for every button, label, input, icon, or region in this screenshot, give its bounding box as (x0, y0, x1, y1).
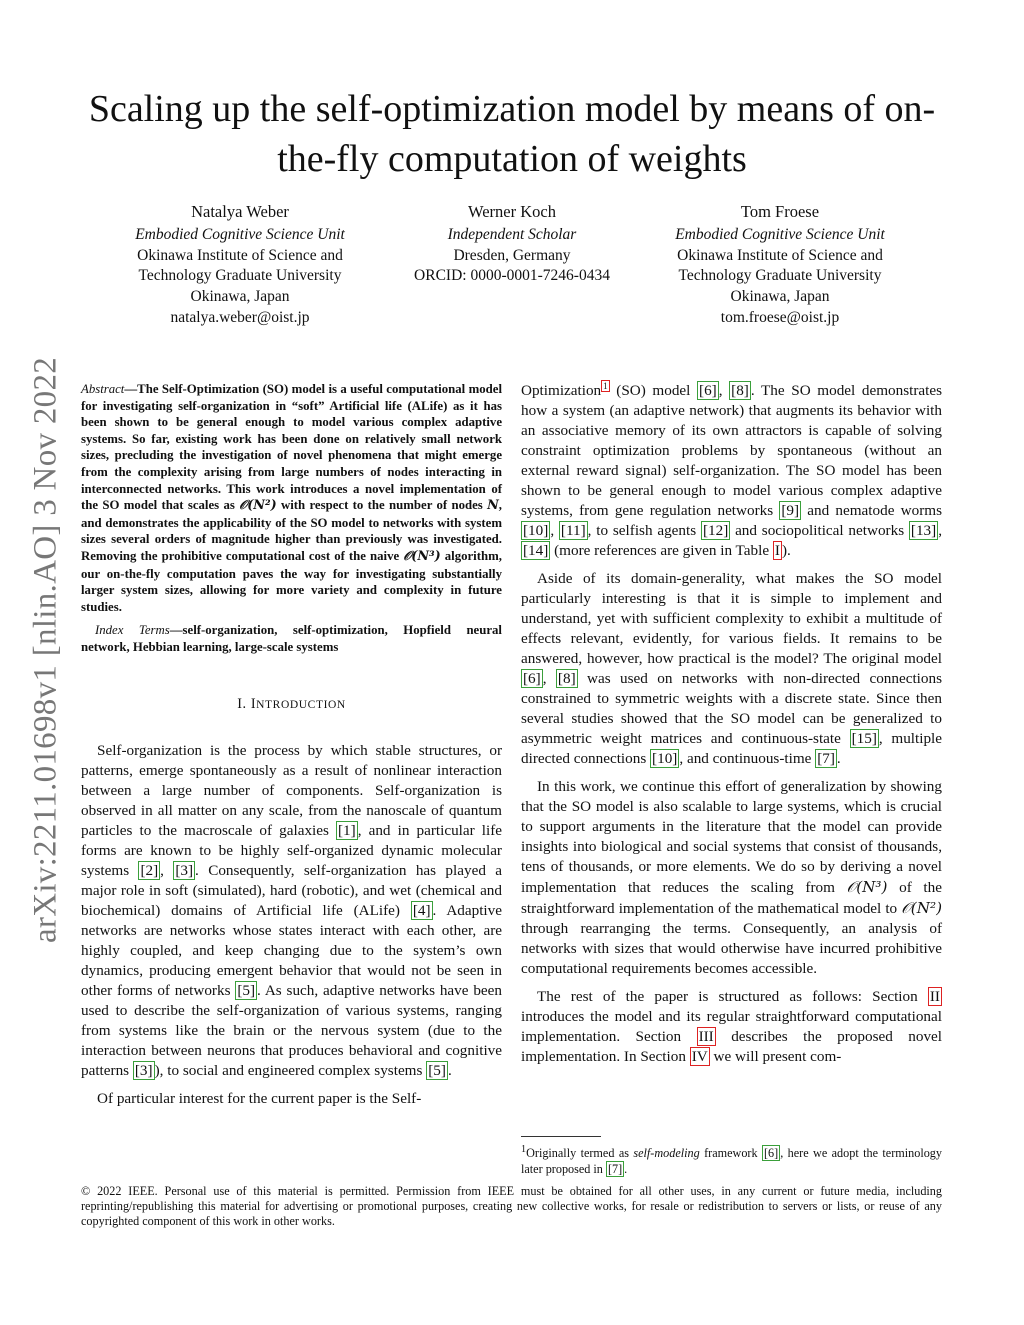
footnote (521, 1142, 942, 1177)
text: of the straightforward implementation of the mathematical model to (521, 879, 942, 917)
text: (SO) model (609, 382, 698, 399)
abstract-dash: — (124, 382, 138, 396)
text: , (938, 522, 943, 539)
index-terms (81, 622, 502, 655)
author-block-weber (105, 202, 375, 329)
author-affiliation: Independent Scholar (447, 225, 577, 243)
arxiv-sidebar (20, 340, 72, 960)
right-column (521, 381, 942, 1075)
section-title-rest: NTRODUCTION (256, 698, 346, 711)
text: . (447, 1061, 452, 1079)
text: Originally termed as (526, 1146, 634, 1161)
citation-link[interactable]: [6] (523, 670, 541, 687)
abstract-text: with respect to the number of nodes (276, 498, 488, 513)
paragraph (521, 777, 942, 979)
index-terms-label: Index Terms (95, 623, 170, 638)
text: The rest of the paper is structured as follows: Section (537, 988, 928, 1005)
math-complexity: 𝒪(N²) (901, 899, 942, 917)
citation-link[interactable]: [1] (338, 821, 356, 839)
text: was used on networks with non-directed connections constrained to symmetric weights with a discrete state. Since then several studies showed that the SO model can be generalized to asymmetric weight matrices and continuous-state (521, 670, 942, 747)
text: , (160, 861, 174, 879)
abstract-label: Abstract (81, 382, 125, 396)
citation-link[interactable]: [3] (134, 1061, 153, 1079)
text: we will present com- (709, 1048, 842, 1065)
table-reference-link[interactable]: I (774, 542, 780, 559)
index-terms-text: —self-organization, self-optimization, Hopfield neural network, Hebbian learning, large-scale systems (81, 623, 502, 654)
author-name: Werner Koch (467, 202, 556, 221)
paragraph (81, 741, 502, 1081)
math-complexity: 𝒪(N²) (239, 498, 277, 514)
citation-link[interactable]: [6] (764, 1146, 779, 1161)
text: , (542, 670, 556, 687)
text: describes the proposed novel implementation. In Section (521, 1028, 942, 1065)
text: and sociopolitical networks (730, 522, 909, 539)
text: . (836, 750, 841, 767)
citation-link[interactable]: [3] (175, 861, 194, 879)
text: introduces the model and its regular straightforward computational implementation. Section (521, 1008, 942, 1045)
text: Aside of its domain-generality, what makes the SO model particularly interesting is that it is simple to implement and understand, yet with sufficient complexity to exhibit a multitude of effects relevant, evidently, for various fields. It remains to be answered, however, how practical is the model? The original model (521, 570, 942, 667)
text: . Adaptive networks are networks whose states interact with each other, are highly coupled, and keep changing due to the system’s own dynamics, producing emergent behavior that would not be seen in other forms of networks (81, 901, 502, 999)
intro-body-left (81, 741, 502, 1109)
author-line: Okinawa, Japan (190, 288, 290, 306)
text: , to selfish agents (587, 522, 701, 539)
citation-link[interactable]: [6] (699, 382, 717, 399)
paper-title: Scaling up the self-optimization model by means of on-the-fly computation of weights (88, 88, 936, 180)
author-line: Okinawa, Japan (730, 288, 830, 306)
author-line: Dresden, Germany (453, 246, 571, 264)
citation-link[interactable]: [4] (412, 901, 431, 919)
footnote-divider (521, 1136, 601, 1137)
footnote-mark: 1 (521, 1144, 527, 1155)
text: . (624, 1161, 628, 1176)
author-block-koch (382, 202, 642, 287)
left-column (81, 381, 502, 1117)
text: (more references are given in Table (550, 542, 773, 559)
citation-link[interactable]: [15] (851, 730, 877, 747)
footnote-link[interactable]: 1 (603, 380, 608, 391)
text: through rearranging the terms. Consequently, an analysis of networks with sizes that would otherwise have incurred prohibitive computational requirements becomes accessible. (521, 920, 942, 977)
author-email[interactable]: natalya.weber@oist.jp (170, 308, 310, 326)
author-line: Okinawa Institute of Science and (677, 246, 883, 264)
author-affiliation: Embodied Cognitive Science Unit (135, 225, 345, 243)
citation-link[interactable]: [5] (237, 981, 256, 999)
citation-link[interactable]: [8] (557, 670, 576, 687)
abstract-text: The Self-Optimization (SO) model is a useful computational model for investigating self-organization in “soft” Artificial life (ALife) as it has been shown to be general enough to model various complex adaptive systems. So far, existing work has been done on relatively small network sizes, precluding the investigation of novel phenomena that might emerge from the complexity arising from large numbers of nodes interacting in interconnected networks. This work introduces a novel implementation of the SO model that scales as (81, 382, 502, 513)
citation-link[interactable]: [5] (428, 1061, 446, 1079)
paragraph (521, 381, 942, 561)
text: ), to social and engineered complex systems (154, 1061, 427, 1079)
paragraph (521, 987, 942, 1067)
citation-link[interactable]: [13] (910, 522, 937, 539)
text: , multiple directed connections (521, 730, 943, 767)
text: self-modeling (633, 1146, 700, 1161)
abstract (81, 381, 502, 615)
text: , here we adopt the terminology later proposed in (521, 1146, 942, 1176)
author-email[interactable]: tom.froese@oist.jp (720, 308, 840, 326)
math-complexity: 𝒪(N³) (403, 548, 441, 564)
citation-link[interactable]: [11] (560, 522, 586, 539)
author-affiliation: Embodied Cognitive Science Unit (675, 225, 885, 243)
text: In this work, we continue this effort of generalization by showing that the SO model is also scalable to large systems, which is crucial to support arguments in the literature that the model can provide insights into biological and social systems that consist of thousands, tens of thousands, or more elements. We do so by deriving a novel implementation that reduces the scaling from (521, 778, 942, 896)
author-name: Tom Froese (740, 202, 820, 221)
text: , (718, 382, 730, 399)
section-heading-introduction (81, 696, 502, 713)
text: and nematode worms (801, 502, 942, 519)
text: , (550, 522, 559, 539)
section-reference-link[interactable]: III (698, 1028, 714, 1045)
citation-link[interactable]: [2] (140, 861, 159, 879)
section-reference-link[interactable]: II (929, 988, 940, 1005)
text: . As such, adaptive networks have been used to describe the self-organization of various systems, ranging from systems like the brain or the nervous system (due to the interaction between neurons that produces behavioral and cognitive patterns (81, 981, 503, 1079)
author-line: Technology Graduate University (678, 267, 882, 285)
math-complexity: 𝒪(N³) (846, 878, 888, 896)
copyright-notice: © 2022 IEEE. Personal use of this material is permitted. Permission from IEEE must be obtained for all other uses, in any current or future media, including reprinting/republishing this material for advertising or promotional purposes, creating new collective works, for resale or redistribution to servers or lists, or reuse of any copyrighted component of this work in other works. (81, 1184, 942, 1228)
text: framework (699, 1146, 762, 1161)
text: Self-organization is the process by which stable structures, or patterns, emerge spontaneously as a result of nonlinear interaction between a large number of components. Self-organization is observed in all matter on any scale, from the nanoscale of quantum particles to the macroscale of galaxies (81, 741, 502, 839)
paragraph: Of particular interest for the current paper is the Self- (97, 1089, 422, 1107)
text: ). (781, 542, 791, 559)
author-line: Technology Graduate University (138, 267, 342, 285)
author-orcid: ORCID: 0000-0001-7246-0434 (414, 267, 610, 285)
author-line: Okinawa Institute of Science and (137, 246, 343, 264)
citation-link[interactable]: [7] (607, 1161, 623, 1176)
section-title-cap: I (250, 695, 257, 712)
text: . The SO model demonstrates how a system (an adaptive network) that augments its behavior with an associative memory of its own attractors is capable of solving constraint optimization problems by spontaneous (without an external reward signal) self-organization. The SO model has been shown to be general enough to model various complex adaptive systems, from gene regulation networks (521, 382, 942, 519)
section-number: I. (237, 695, 247, 712)
citation-link[interactable]: [10] (652, 750, 678, 767)
citation-link[interactable]: [12] (702, 522, 729, 539)
text: . Consequently, self-organization has played a major role in soft (simulated), hard (robotic), and wet (chemical and biochemical) domains of Artificial life (ALife) (81, 861, 503, 919)
text: , and continuous-time (679, 750, 816, 767)
citation-link[interactable]: [14] (523, 542, 549, 559)
paragraph (521, 569, 942, 769)
citation-link[interactable]: [9] (781, 502, 800, 519)
author-name: Natalya Weber (191, 202, 289, 221)
citation-link[interactable]: [7] (817, 750, 835, 767)
text: Optimization (521, 382, 602, 399)
citation-link[interactable]: [10] (523, 522, 549, 539)
arxiv-identifier: arXiv:2211.01698v1 [nlin.AO] 3 Nov 2022 (27, 356, 64, 944)
abstract-text: algorithm, our on-the-fly computation paves the way for investigating substantially larger system sizes, allowing for more variety and complexity in future studies. (81, 548, 502, 614)
math-n: N (487, 498, 499, 514)
section-reference-link[interactable]: IV (691, 1048, 708, 1065)
author-block-froese (645, 202, 915, 329)
abstract-text: , and demonstrates the applicability of the SO model to networks with system sizes several orders of magnitude higher than previously was investigated. Removing the prohibitive computational cost of the naive (81, 498, 502, 563)
text: , and in particular life forms are known to be highly self-organized dynamic molecular systems (81, 821, 502, 879)
citation-link[interactable]: [8] (731, 382, 749, 399)
